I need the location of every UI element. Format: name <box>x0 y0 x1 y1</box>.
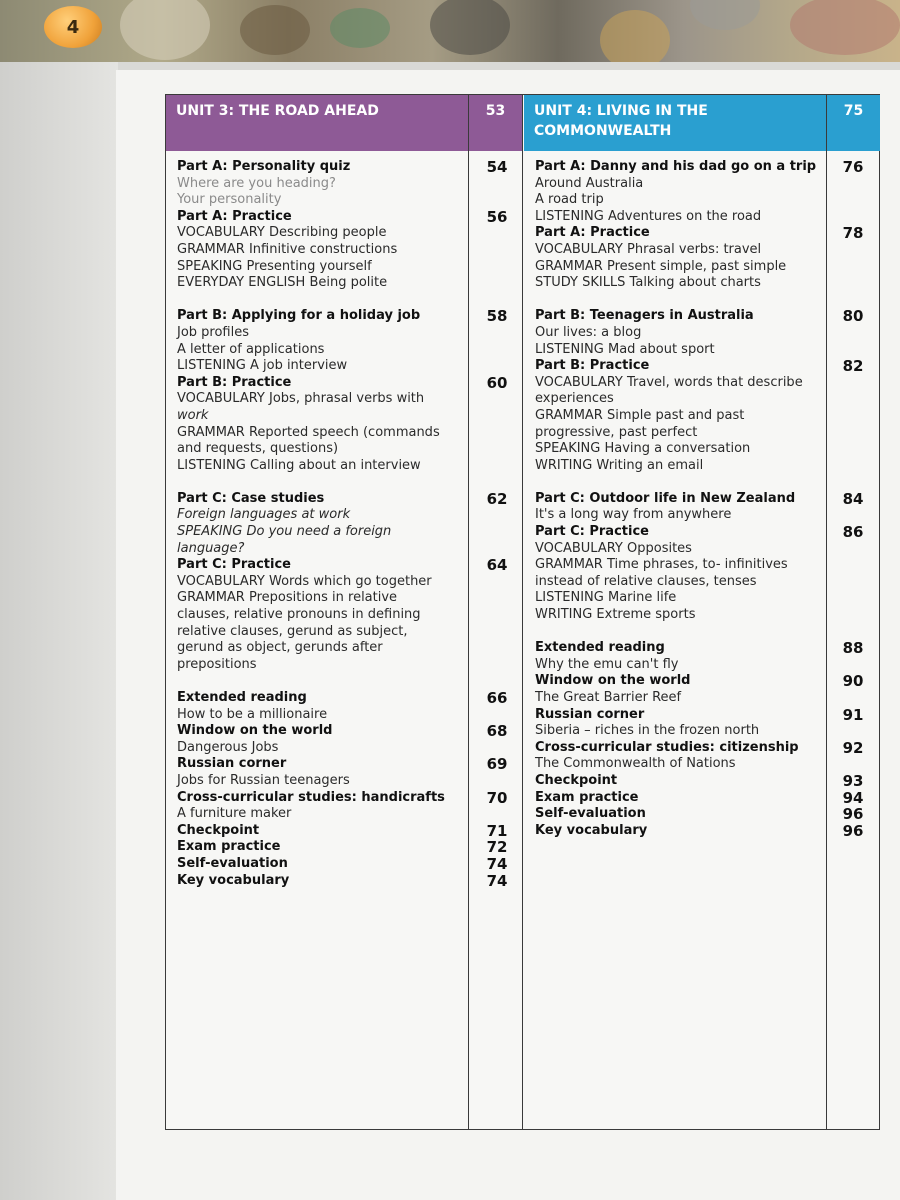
unit4-page-cell <box>827 95 880 151</box>
section-spacer <box>177 292 467 309</box>
toc-section-heading: Part C: Case studies <box>177 490 325 506</box>
toc-section-heading: Extended reading <box>177 690 307 705</box>
page-shadow <box>0 62 118 1200</box>
unit4-contents <box>535 159 825 839</box>
unit3-page-cell <box>469 95 522 151</box>
toc-section-heading: Checkpoint <box>177 822 260 838</box>
toc-entry: A letter of applications <box>177 341 325 357</box>
toc-entry: Job profiles <box>177 324 250 340</box>
toc-section-heading: Extended reading <box>535 640 665 656</box>
toc-entry: work <box>177 407 209 423</box>
toc-entry: LISTENING Adventures on the road <box>535 208 762 224</box>
toc-entry: VOCABULARY Jobs, phrasal verbs with <box>177 391 425 407</box>
section-spacer <box>535 624 825 641</box>
toc-page-number: 91 <box>842 706 864 724</box>
toc-page-number: 78 <box>842 224 864 242</box>
toc-section-heading: Window on the world <box>177 723 333 739</box>
toc-page-number: 69 <box>486 755 508 773</box>
toc-entry: language? <box>177 540 245 556</box>
section-spacer <box>535 292 825 309</box>
unit4-title-line2: COMMONWEALTH <box>534 123 672 139</box>
toc-section-heading: Checkpoint <box>535 772 618 788</box>
toc-section-heading: Part A: Personality quiz <box>177 159 351 174</box>
toc-entry: GRAMMAR Infinitive constructions <box>177 241 398 257</box>
toc-page-number: 62 <box>486 490 508 508</box>
toc-page-number: 76 <box>842 158 864 176</box>
toc-page-number: 66 <box>486 689 508 707</box>
toc-entry: progressive, past perfect <box>535 424 698 440</box>
toc-entry: How to be a millionaire <box>177 706 328 722</box>
toc-section-heading: Part C: Practice <box>177 557 291 573</box>
toc-page-number: 64 <box>486 556 508 574</box>
toc-entry: prepositions <box>177 656 257 672</box>
toc-page-number: 92 <box>842 739 864 757</box>
unit3-page: 53 <box>485 103 506 119</box>
divider-right-pages <box>826 95 827 1129</box>
unit4-header <box>524 95 827 151</box>
toc-entry: relative clauses, gerund as subject, <box>177 623 408 639</box>
toc-entry: The Great Barrier Reef <box>535 690 682 705</box>
divider-center <box>522 95 523 1129</box>
unit4-title-line1: UNIT 4: LIVING IN THE <box>534 103 708 119</box>
toc-entry: and requests, questions) <box>177 441 339 457</box>
section-spacer <box>177 673 467 690</box>
toc-entry: VOCABULARY Travel, words that describe <box>535 374 803 390</box>
toc-entry: VOCABULARY Describing people <box>177 225 387 241</box>
toc-entry: Around Australia <box>535 175 644 191</box>
toc-page-number: 80 <box>842 307 864 325</box>
toc-entry: SPEAKING Do you need a foreign <box>177 524 392 540</box>
toc-section-heading: Part A: Practice <box>535 225 650 241</box>
toc-entry: SPEAKING Presenting yourself <box>177 258 372 274</box>
toc-page-number: 54 <box>486 158 508 176</box>
unit3-header <box>166 95 469 151</box>
toc-section-heading: Part B: Applying for a holiday job <box>177 308 421 324</box>
section-spacer <box>535 474 825 491</box>
toc-entry: VOCABULARY Words which go together <box>177 573 432 589</box>
toc-section-heading: Window on the world <box>535 673 691 689</box>
toc-entry: Where are you heading? <box>177 175 336 191</box>
toc-page-number: 90 <box>842 672 864 690</box>
toc-entry: Siberia – riches in the frozen north <box>535 723 760 739</box>
toc-entry: GRAMMAR Simple past and past <box>535 407 745 423</box>
toc-page-number: 88 <box>842 639 864 657</box>
toc-page-number: 94 <box>842 789 864 807</box>
toc-section-heading: Part C: Outdoor life in New Zealand <box>535 490 796 506</box>
toc-section-heading: Key vocabulary <box>177 872 290 888</box>
toc-page-number: 96 <box>842 822 864 840</box>
divider-left-pages <box>468 95 469 1129</box>
toc-section-heading: Cross-curricular studies: citizenship <box>535 739 799 755</box>
toc-section-heading: Part B: Practice <box>177 374 292 390</box>
toc-section-heading: Part C: Practice <box>535 524 649 540</box>
toc-section-heading: Exam practice <box>535 789 639 805</box>
toc-entry: A road trip <box>535 192 604 208</box>
header-banner <box>0 0 900 62</box>
toc-entry: GRAMMAR Time phrases, to- infinitives <box>535 557 788 573</box>
toc-page-number: 56 <box>486 208 508 226</box>
toc-section-heading: Part B: Practice <box>535 358 650 374</box>
unit4-page: 75 <box>843 103 864 119</box>
toc-entry: The Commonwealth of Nations <box>535 756 736 772</box>
toc-page-number: 58 <box>486 307 508 325</box>
toc-page-number: 86 <box>842 523 864 541</box>
toc-entry: clauses, relative pronouns in defining <box>177 607 421 623</box>
toc-section-heading: Part A: Practice <box>177 208 292 224</box>
toc-entry: WRITING Extreme sports <box>535 607 696 623</box>
toc-page-number: 82 <box>842 357 864 375</box>
toc-section-heading: Self-evaluation <box>177 855 288 871</box>
toc-section-heading: Cross-curricular studies: handicrafts <box>177 789 445 805</box>
toc-page-number: 70 <box>486 789 508 807</box>
toc-entry: Jobs for Russian teenagers <box>177 772 350 788</box>
toc-section-heading: Self-evaluation <box>535 806 646 822</box>
toc-entry: SPEAKING Having a conversation <box>535 441 751 457</box>
section-spacer <box>177 474 467 491</box>
toc-entry: LISTENING Marine life <box>535 590 677 606</box>
toc-page-number: 74 <box>486 855 508 873</box>
toc-page-number: 74 <box>486 872 508 890</box>
toc-entry: gerund as object, gerunds after <box>177 640 383 656</box>
toc-entry: LISTENING Calling about an interview <box>177 457 421 473</box>
unit3-title: UNIT 3: THE ROAD AHEAD <box>176 103 379 119</box>
toc-entry: instead of relative clauses, tenses <box>535 573 757 589</box>
toc-entry: LISTENING A job interview <box>177 358 348 374</box>
toc-entry: Our lives: a blog <box>535 324 642 340</box>
unit3-contents <box>177 159 467 889</box>
toc-page-number: 93 <box>842 772 864 790</box>
toc-page-number: 60 <box>486 374 508 392</box>
toc-entry: A furniture maker <box>177 806 292 822</box>
toc-entry: LISTENING Mad about sport <box>535 341 715 357</box>
table-of-contents <box>165 94 880 1130</box>
toc-section-heading: Key vocabulary <box>535 822 648 838</box>
toc-section-heading: Part B: Teenagers in Australia <box>535 308 754 324</box>
toc-entry: VOCABULARY Phrasal verbs: travel <box>535 241 762 257</box>
toc-entry: Your personality <box>177 192 282 208</box>
toc-section-heading: Russian corner <box>535 706 645 722</box>
toc-section-heading: Exam practice <box>177 839 281 855</box>
page-number: 4 <box>66 16 80 38</box>
toc-section-heading: Russian corner <box>177 756 287 772</box>
toc-entry: STUDY SKILLS Talking about charts <box>535 275 761 291</box>
toc-page-number: 68 <box>486 722 508 740</box>
toc-entry: Why the emu can't fly <box>535 656 679 672</box>
toc-entry: EVERYDAY ENGLISH Being polite <box>177 275 388 291</box>
toc-page-number: 84 <box>842 490 864 508</box>
toc-page-number: 96 <box>842 805 864 823</box>
toc-entry: Foreign languages at work <box>177 507 351 523</box>
toc-page-number: 71 <box>486 822 508 840</box>
toc-page-number: 72 <box>486 838 508 856</box>
toc-entry: GRAMMAR Prepositions in relative <box>177 590 398 606</box>
toc-section-heading: Part A: Danny and his dad go on a trip <box>535 159 817 174</box>
toc-entry: experiences <box>535 391 614 407</box>
toc-entry: VOCABULARY Opposites <box>535 540 692 556</box>
toc-entry: WRITING Writing an email <box>535 457 704 473</box>
page-number-badge <box>44 6 102 48</box>
toc-entry: It's a long way from anywhere <box>535 507 732 523</box>
toc-entry: GRAMMAR Present simple, past simple <box>535 258 787 274</box>
toc-entry: Dangerous Jobs <box>177 739 279 755</box>
toc-entry: GRAMMAR Reported speech (commands <box>177 424 440 440</box>
